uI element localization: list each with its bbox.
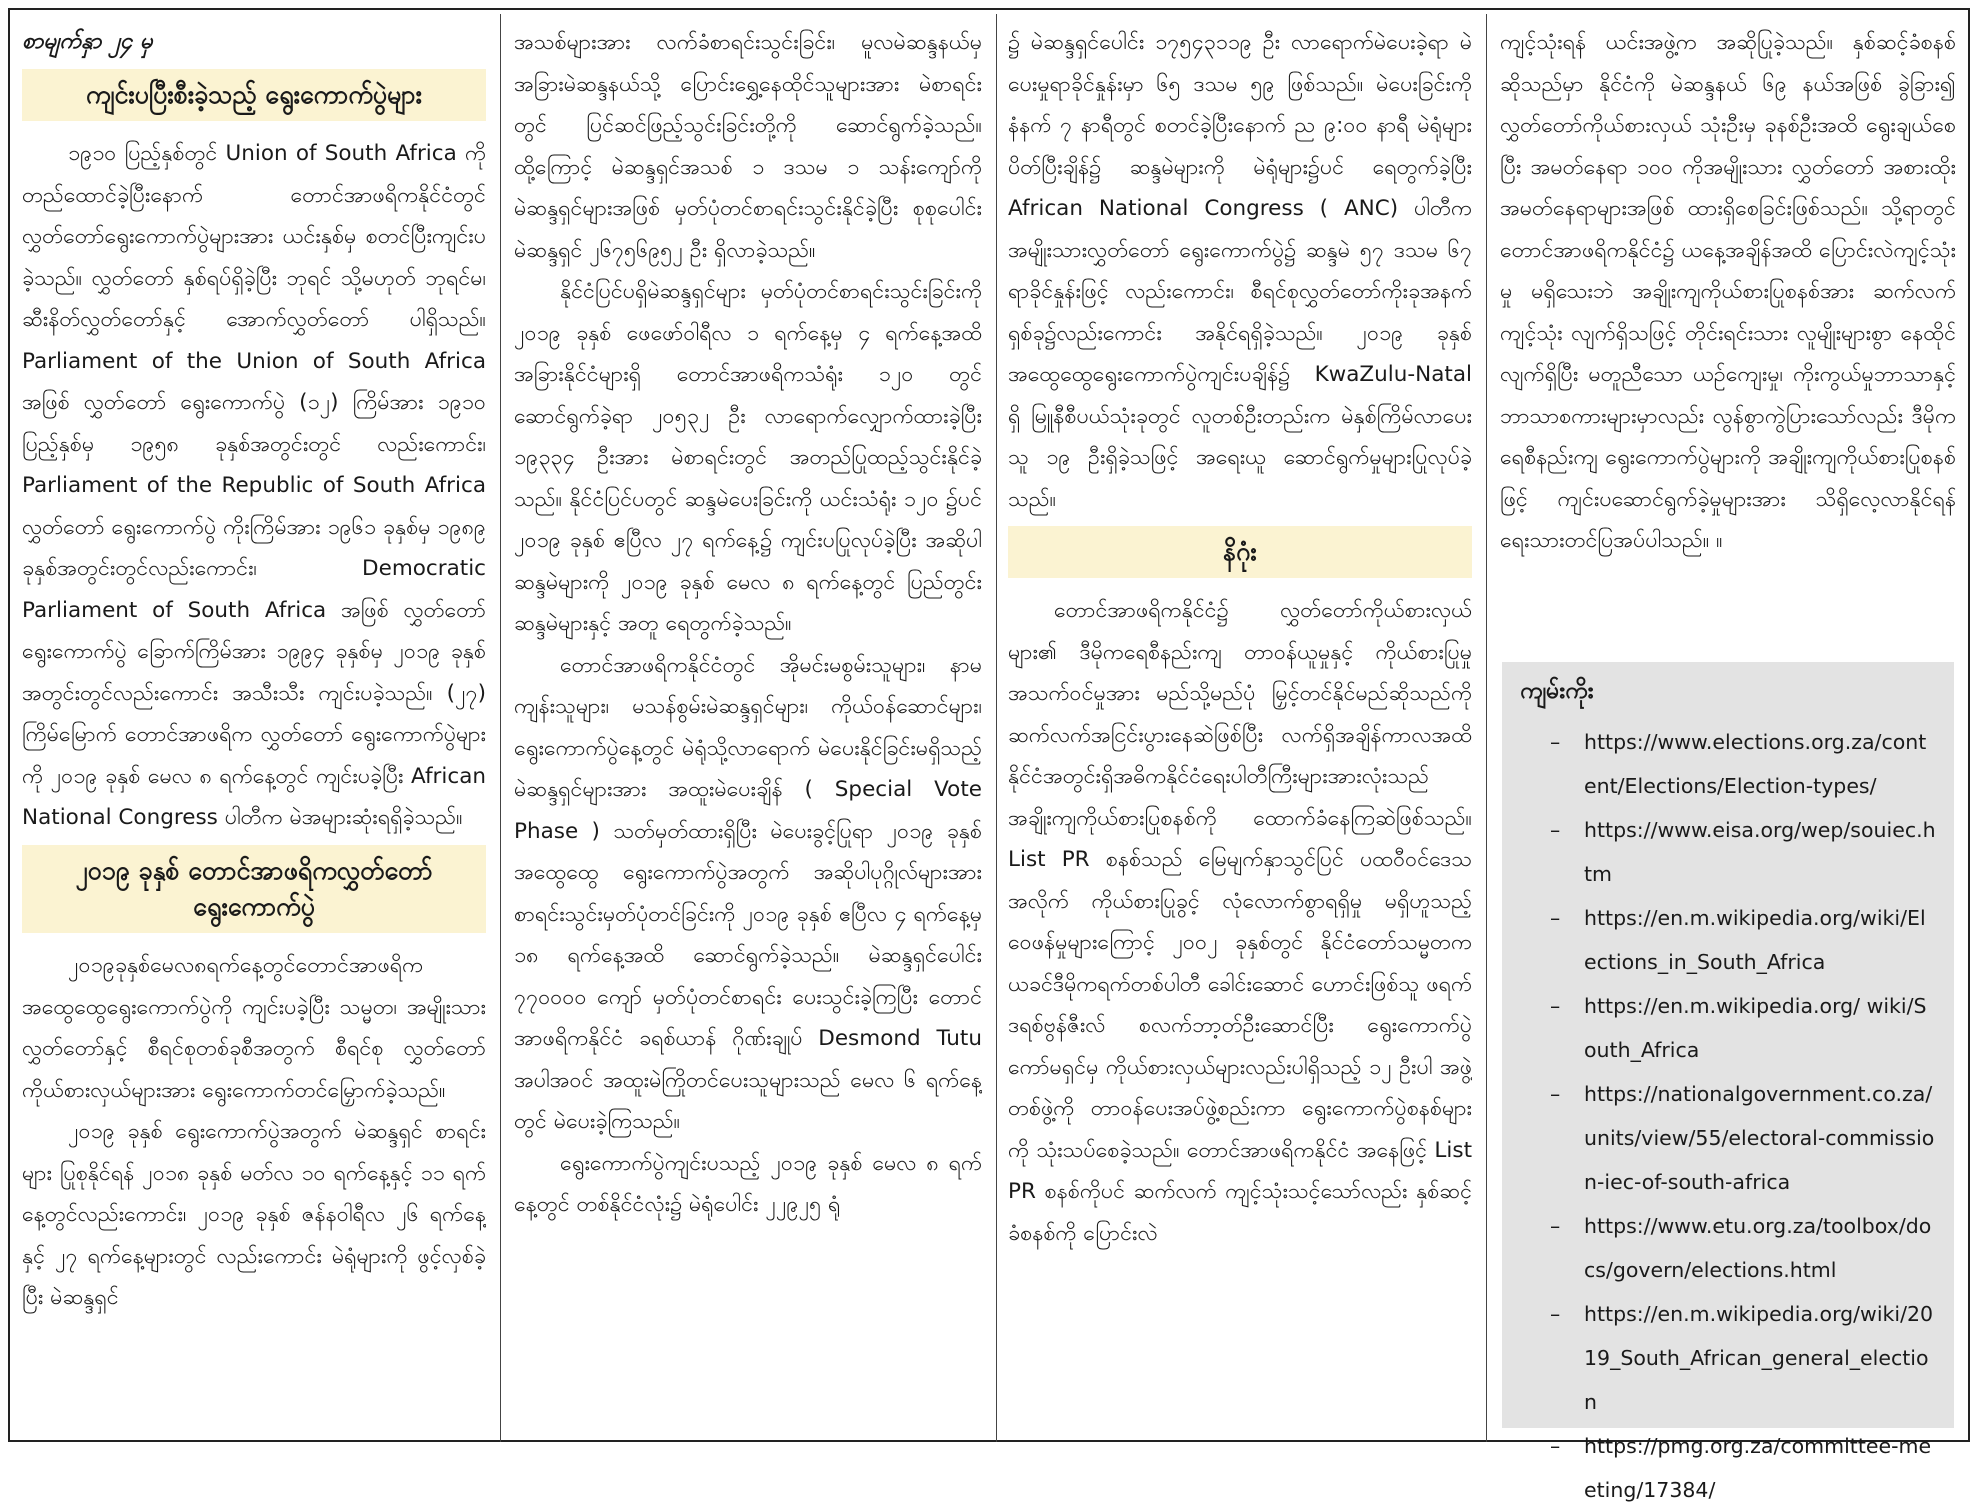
column-4 bbox=[1500, 22, 1956, 656]
paragraph: ၁၉၁၀ ပြည့်နှစ်တွင် Union of South Africa ကို တည်ထောင်ခဲ့ပြီးနောက် တောင်အာဖရိကနိုင်ငံတွင် လွှတ်တော်ရွေးကောက်ပွဲများအား ယင်းနှစ်မှ စတင်ပြီးကျင်းပခဲ့သည်။ လွှတ်တော် နှစ်ရပ်ရှိခဲ့ပြီး ဘုရင် သို့မဟုတ် ဘုရင်မ၊ ဆီးနိတ်လွှတ်တော်နှင့် အောက်လွှတ်တော် ပါရှိသည်။ Parliament of the Union of South Africa အဖြစ် လွှတ်တော် ရွေးကောက်ပွဲ (၁၂) ကြိမ်အား ၁၉၁၀ ပြည့်နှစ်မှ ၁၉၅၈ ခုနှစ်အတွင်းတွင် လည်းကောင်း၊ Parliament of the Republic of South Africa လွှတ်တော် ရွေးကောက်ပွဲ ကိုးကြိမ်အား ၁၉၆၁ ခုနှစ်မှ ၁၉၈၉ ခုနှစ်အတွင်းတွင်လည်းကောင်း၊ Democratic Parliament of South Africa အဖြစ် လွှတ်တော် ရွေးကောက်ပွဲ ခြောက်ကြိမ်အား ၁၉၉၄ ခုနှစ်မှ ၂၀၁၉ ခုနှစ်အတွင်းတွင်လည်းကောင်း အသီးသီး ကျင်းပခဲ့သည်။ (၂၇) ကြိမ်မြောက် တောင်အာဖရိက လွှတ်တော် ရွေးကောက်ပွဲများကို ၂၀၁၉ ခုနှစ် မေလ ၈ ရက်နေ့တွင် ကျင်းပခဲ့ပြီး African National Congress ပါတီက မဲအများဆုံးရရှိခဲ့သည်။ bbox=[22, 141, 486, 831]
column-divider bbox=[1486, 14, 1487, 1442]
section-heading-conclusion: နိဂုံး bbox=[1008, 526, 1472, 578]
reference-link[interactable]: – https://en.m.wikipedia.org/wiki/2019_South_African_general_election bbox=[1520, 1292, 1936, 1424]
continued-from-label: စာမျက်နှာ ၂၄ မှ bbox=[22, 29, 153, 54]
column-divider bbox=[500, 14, 501, 1442]
paragraph: ၌ မဲဆန္ဒရှင်ပေါင်း ၁၇၅၄၃၁၁၉ ဦး လာရောက်မဲပေးခဲ့ရာ မဲပေးမှုရာခိုင်နှုန်းမှာ ၆၅ ဒသမ ၅၉ ဖြစ်သည်။ မဲပေးခြင်းကို နံနက် ၇ နာရီတွင် စတင်ခဲ့ပြီးနောက် ည ၉:၀၀ နာရီ မဲရုံများပိတ်ပြီးချိန်၌ ဆန္ဒမဲများကို မဲရုံများ၌ပင် ရေတွက်ခဲ့ပြီး African National Congress ( ANC) ပါတီက အမျိုးသားလွှတ်တော် ရွေးကောက်ပွဲ၌ ဆန္ဒမဲ ၅၇ ဒသမ ၆၇ ရာခိုင်နှုန်းဖြင့် လည်းကောင်း၊ စီရင်စုလွှတ်တော်ကိုးခုအနက် ရှစ်ခု၌လည်းကောင်း အနိုင်ရရှိခဲ့သည်။ ၂၀၁၉ ခုနှစ် အထွေထွေရွေးကောက်ပွဲကျင်းပချိန်၌ KwaZulu-Natal ရှိ မြူနီစီပယ်သုံးခုတွင် လူတစ်ဦးတည်းက မဲနှစ်ကြိမ်လာပေးသူ ၁၉ ဦးရှိခဲ့သဖြင့် အရေးယူ ဆောင်ရွက်မှုများပြုလုပ်ခဲ့သည်။ bbox=[1008, 30, 1472, 512]
paragraph: ရွေးကောက်ပွဲကျင်းပသည့် ၂၀၁၉ ခုနှစ် မေလ ၈ ရက်နေ့တွင် တစ်နိုင်ငံလုံး၌ မဲရုံပေါင်း ၂၂၉၂၅ ရုံ bbox=[514, 1150, 982, 1217]
paragraph: အသစ်များအား လက်ခံစာရင်းသွင်းခြင်း၊ မူလမဲဆန္ဒနယ်မှ အခြားမဲဆန္ဒနယ်သို့ ပြောင်းရွှေ့နေထိုင်သူများအား မဲစာရင်းတွင် ပြင်ဆင်ဖြည့်သွင်းခြင်းတို့ကို ဆောင်ရွက်ခဲ့သည်။ ထို့ကြောင့် မဲဆန္ဒရှင်အသစ် ၁ ဒသမ ၁ သန်းကျော်ကို မဲဆန္ဒရှင်များအဖြစ် မှတ်ပုံတင်စာရင်းသွင်းနိုင်ခဲ့ပြီး စုစုပေါင်း မဲဆန္ဒရှင် ၂၆၇၅၆၉၅၂ ဦး ရှိလာခဲ့သည်။ bbox=[514, 30, 982, 263]
column-2 bbox=[514, 22, 982, 1440]
references-box bbox=[1502, 662, 1954, 1502]
reference-link[interactable]: – https://en.m.wikipedia.org/wiki/Elections_in_South_Africa bbox=[1520, 896, 1936, 984]
reference-link[interactable]: – https://en.m.wikipedia.org/ wiki/South_Africa bbox=[1520, 984, 1936, 1072]
paragraph: ၂၀၁၉ခုနှစ်မေလ၈ရက်နေ့တွင်တောင်အာဖရိက အထွေထွေရွေးကောက်ပွဲကို ကျင်းပခဲ့ပြီး သမ္မတ၊ အမျိုးသားလွှတ်တော်နှင့် စီရင်စုတစ်ခုစီအတွက် စီရင်စု လွှတ်တော်ကိုယ်စားလှယ်များအား ရွေးကောက်တင်မြှောက်ခဲ့သည်။ bbox=[22, 953, 486, 1103]
paragraph: ၂၀၁၉ ခုနှစ် ရွေးကောက်ပွဲအတွက် မဲဆန္ဒရှင် စာရင်းများ ပြုစုနိုင်ရန် ၂၀၁၈ ခုနှစ် မတ်လ ၁၀ ရက်နေ့နှင့် ၁၁ ရက်နေ့တွင်လည်းကောင်း၊ ၂၀၁၉ ခုနှစ် ဇန်နဝါရီလ ၂၆ ရက်နေ့နှင့် ၂၇ ရက်နေ့များတွင် လည်းကောင်း မဲရုံများကို ဖွင့်လှစ်ခဲ့ပြီး မဲဆန္ဒရှင် bbox=[22, 1119, 486, 1311]
column-3 bbox=[1008, 22, 1472, 1440]
paragraph: တောင်အာဖရိကနိုင်ငံ၌ လွှတ်တော်ကိုယ်စားလှယ်များ၏ ဒီမိုကရေစီနည်းကျ တာဝန်ယူမှုနှင့် ကိုယ်စားပြုမှုအသက်ဝင်မှုအား မည်သို့မည်ပုံ မြှင့်တင်နိုင်မည်ဆိုသည်ကို ဆက်လက်အငြင်းပွားနေဆဲဖြစ်ပြီး လက်ရှိအချိန်ကာလအထိ နိုင်ငံအတွင်းရှိအဓိကနိုင်ငံရေးပါတီကြီးများအားလုံးသည် အချိုးကျကိုယ်စားပြုစနစ်ကို ထောက်ခံနေကြဆဲဖြစ်သည်။ List PR စနစ်သည် မြေမျက်နှာသွင်ပြင် ပထဝီဝင်ဒေသအလိုက် ကိုယ်စားပြုခွင့် လုံလောက်စွာရရှိမှု မရှိဟူသည့် ဝေဖန်မှုများကြောင့် ၂၀၀၂ ခုနှစ်တွင် နိုင်ငံတော်သမ္မတက ယခင်ဒီမိုကရက်တစ်ပါတီ ခေါင်းဆောင် ဟောင်းဖြစ်သူ ဖရက်ဒရစ်ဗွန်ဇီးလ် စလက်ဘာ့တ်ဦးဆောင်ပြီး ရွေးကောက်ပွဲကော်မရှင်မှ ကိုယ်စားလှယ်များလည်းပါရှိသည့် ၁၂ ဦးပါ အဖွဲ့ တစ်ဖွဲ့ကို တာဝန်ပေးအပ်ဖွဲ့စည်းကာ ရွေးကောက်ပွဲစနစ်များကို သုံးသပ်စေခဲ့သည်။ တောင်အာဖရိကနိုင်ငံ အနေဖြင့် List PR စနစ်ကိုပင် ဆက်လက် ကျင့်သုံးသင့်သော်လည်း နှစ်ဆင့်ခံစနစ်ကို ပြောင်းလဲ bbox=[1008, 598, 1472, 1246]
column-divider bbox=[996, 14, 997, 1442]
column-1 bbox=[22, 24, 486, 1440]
references-title: ကျမ်းကိုး bbox=[1520, 678, 1594, 704]
paragraph: တောင်အာဖရိကနိုင်ငံတွင် အိုမင်းမစွမ်းသူများ၊ နာမကျန်းသူများ၊ မသန်စွမ်းမဲဆန္ဒရှင်များ၊ ကိုယ်ဝန်ဆောင်များ၊ ရွေးကောက်ပွဲနေ့တွင် မဲရုံသို့လာရောက် မဲပေးနိုင်ခြင်းမရှိသည့် မဲဆန္ဒရှင်များအား အထူးမဲပေးချိန် ( Special Vote Phase ) သတ်မှတ်ထားရှိပြီး မဲပေးခွင့်ပြုရာ ၂၀၁၉ ခုနှစ် အထွေထွေ ရွေးကောက်ပွဲအတွက် အဆိုပါပုဂ္ဂိုလ်များအား စာရင်းသွင်းမှတ်ပုံတင်ခြင်းကို ၂၀၁၉ ခုနှစ် ဧပြီလ ၄ ရက်နေ့မှ ၁၈ ရက်နေ့အထိ ဆောင်ရွက်ခဲ့သည်။ မဲဆန္ဒရှင်ပေါင်း ၇၇၀၀၀၀ ကျော် မှတ်ပုံတင်စာရင်း ပေးသွင်းခဲ့ကြပြီး တောင်အာဖရိကနိုင်ငံ ခရစ်ယာန် ဂိုဏ်းချုပ် Desmond Tutu အပါအဝင် အထူးမဲကြိုတင်ပေးသူများသည် မေလ ၆ ရက်နေ့တွင် မဲပေးခဲ့ကြသည်။ bbox=[514, 652, 982, 1134]
section-heading-2019-election: ၂၀၁၉ ခုနှစ် တောင်အာဖရိကလွှတ်တော် ရွေးကောက်ပွဲ bbox=[22, 845, 486, 934]
reference-link[interactable]: – https://www.etu.org.za/toolbox/docs/govern/elections.html bbox=[1520, 1204, 1936, 1292]
reference-link[interactable]: – https://www.elections.org.za/content/Elections/Election-types/ bbox=[1520, 720, 1936, 808]
paragraph: နိုင်ငံပြင်ပရှိမဲဆန္ဒရှင်များ မှတ်ပုံတင်စာရင်းသွင်းခြင်းကို ၂၀၁၉ ခုနှစ် ဖေဖော်ဝါရီလ ၁ ရက်နေ့မှ ၄ ရက်နေ့အထိ အခြားနိုင်ငံများရှိ တောင်အာဖရိကသံရုံး ၁၂၀ တွင် ဆောင်ရွက်ခဲ့ရာ ၂၀၅၃၂ ဦး လာရောက်လျှောက်ထားခဲ့ပြီး ၁၉၃၃၄ ဦးအား မဲစာရင်းတွင် အတည်ပြုထည့်သွင်းနိုင်ခဲ့သည်။ နိုင်ငံပြင်ပတွင် ဆန္ဒမဲပေးခြင်းကို ယင်းသံရုံး ၁၂၀ ၌ပင် ၂၀၁၉ ခုနှစ် ဧပြီလ ၂၇ ရက်နေ့၌ ကျင်းပပြုလုပ်ခဲ့ပြီး အဆိုပါဆန္ဒမဲများကို ၂၀၁၉ ခုနှစ် မေလ ၈ ရက်နေ့တွင် ပြည်တွင်းဆန္ဒမဲများနှင့် အတူ ရေတွက်ခဲ့သည်။ bbox=[514, 279, 982, 636]
paragraph: ကျင့်သုံးရန် ယင်းအဖွဲ့က အဆိုပြုခဲ့သည်။ နှစ်ဆင့်ခံစနစ်ဆိုသည်မှာ နိုင်ငံကို မဲဆန္ဒနယ် ၆၉ နယ်အဖြစ် ခွဲခြား၍ လွှတ်တော်ကိုယ်စားလှယ် သုံးဦးမှ ခုနစ်ဦးအထိ ရွေးချယ်စေပြီး အမတ်နေရာ ၁၀၀ ကိုအမျိုးသား လွှတ်တော် အစားထိုးအမတ်နေရာများအဖြစ် ထားရှိစေခြင်းဖြစ်သည်။ သို့ရာတွင် တောင်အာဖရိကနိုင်ငံ၌ ယနေ့အချိန်အထိ ပြောင်းလဲကျင့်သုံးမှု မရှိသေးဘဲ အချိုးကျကိုယ်စားပြုစနစ်အား ဆက်လက်ကျင့်သုံး လျက်ရှိသဖြင့် တိုင်းရင်းသား လူမျိုးများစွာ နေထိုင်လျက်ရှိပြီး မတူညီသော ယဉ်ကျေးမှု၊ ကိုးကွယ်မှုဘာသာနှင့် ဘာသာစကားများမှာလည်း လွန်စွာကွဲပြားသော်လည်း ဒီမိုကရေစီနည်းကျ ရွေးကောက်ပွဲများကို အချိုးကျကိုယ်စားပြုစနစ်ဖြင့် ကျင်းပဆောင်ရွက်ခဲ့မှုများအား သိရှိလေ့လာနိုင်ရန် ရေးသားတင်ပြအပ်ပါသည်။ ။ bbox=[1500, 30, 1956, 553]
reference-link[interactable]: – https://www.eisa.org/wep/souiec.htm bbox=[1520, 808, 1936, 896]
reference-link[interactable]: – https://nationalgovernment.co.za/units/view/55/electoral-commission-iec-of-south-africa bbox=[1520, 1072, 1936, 1204]
references-list bbox=[1520, 720, 1936, 1512]
section-heading-completed-elections: ကျင်းပပြီးစီးခဲ့သည့် ရွေးကောက်ပွဲများ bbox=[22, 69, 486, 121]
reference-link[interactable]: – https://pmg.org.za/committee-meeting/17384/ bbox=[1520, 1424, 1936, 1512]
